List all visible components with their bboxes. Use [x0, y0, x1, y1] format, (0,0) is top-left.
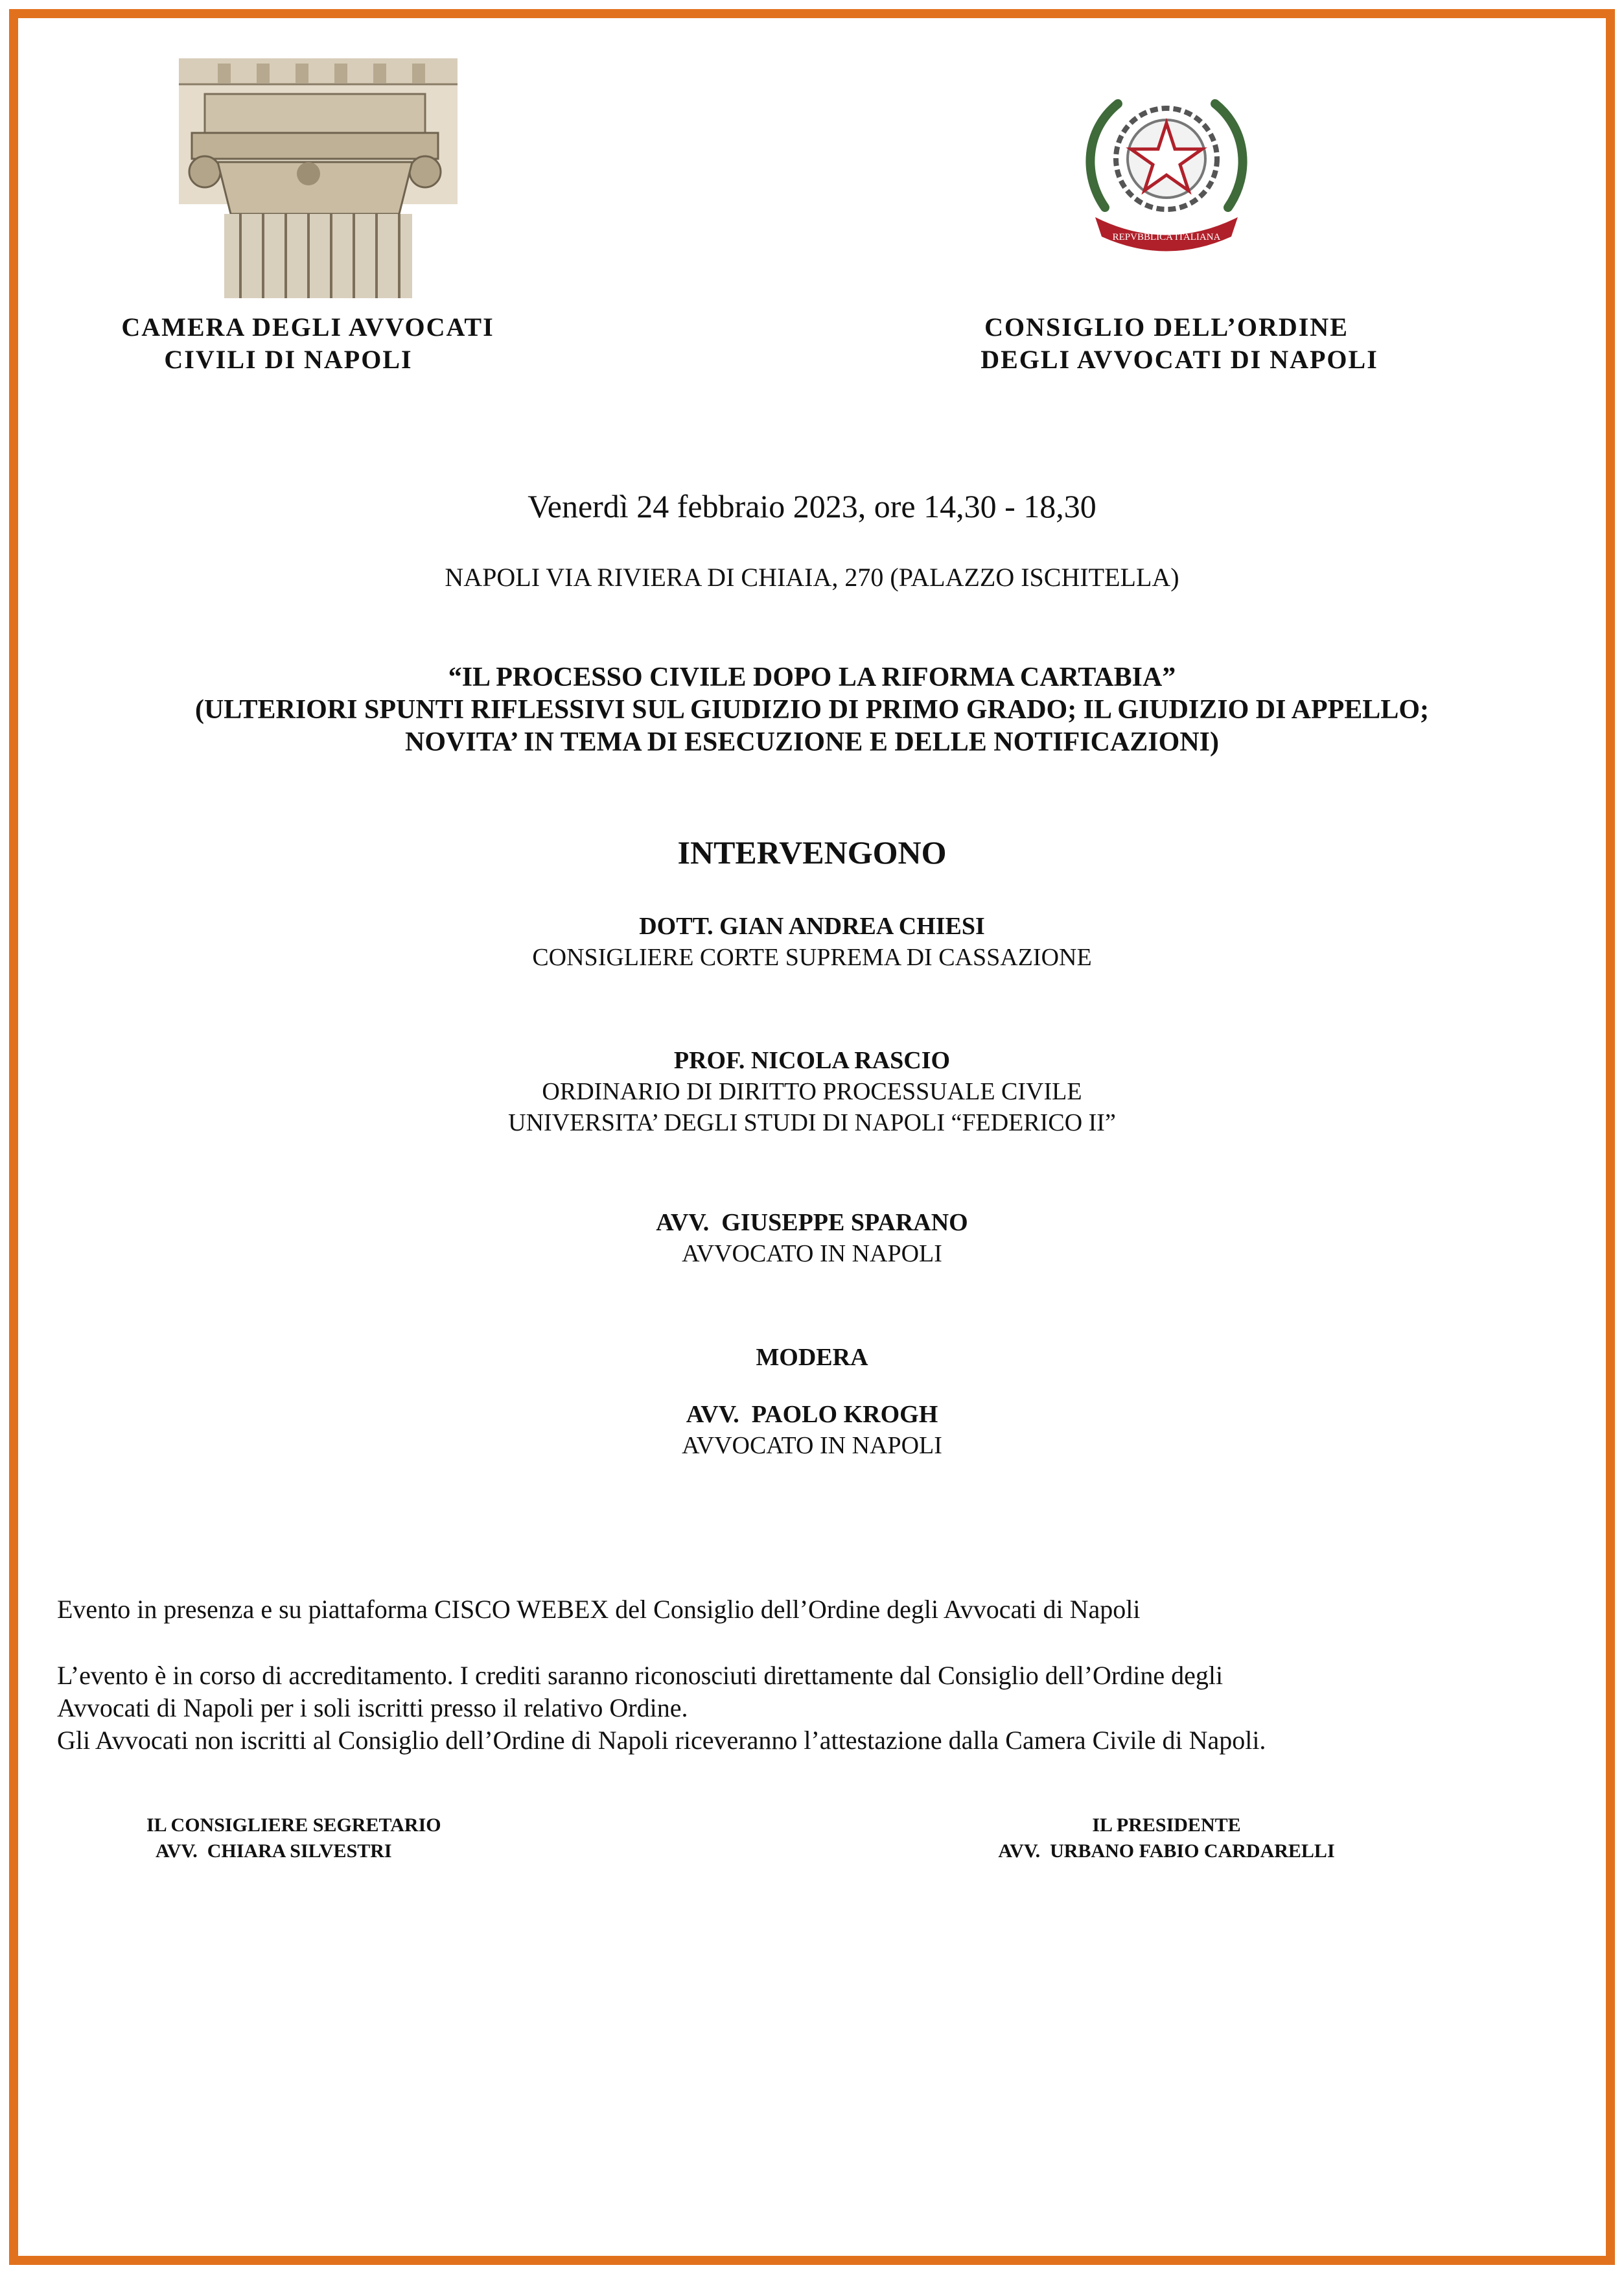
speaker-role: ORDINARIO DI DIRITTO PROCESSUALE CIVILE	[542, 1078, 1082, 1105]
speaker-block-2	[39, 1045, 1585, 1138]
emblem-ribbon-text: REPVBBLICA ITALIANA	[1112, 232, 1221, 242]
event-title-line-3: NOVITA’ IN TEMA DI ESECUZIONE E DELLE NOTIFICAZIONI)	[405, 727, 1219, 757]
left-org-line-1: CAMERA DEGLI AVVOCATI	[121, 312, 494, 342]
speaker-role: CONSIGLIERE CORTE SUPREMA DI CASSAZIONE	[532, 944, 1092, 971]
italian-republic-emblem	[1069, 78, 1264, 259]
event-title	[39, 661, 1585, 758]
accreditation-note	[57, 1659, 1573, 1757]
moderator-block	[39, 1399, 1585, 1461]
left-org-line-2: CIVILI DI NAPOLI	[164, 345, 413, 374]
right-org-line-2: DEGLI AVVOCATI DI NAPOLI	[980, 345, 1378, 374]
signature-right-title: IL PRESIDENTE	[1092, 1814, 1241, 1836]
event-date-time: Venerdì 24 febbraio 2023, ore 14,30 - 18,30	[528, 488, 1096, 524]
speaker-name: PROF. NICOLA RASCIO	[673, 1047, 951, 1074]
left-organization	[58, 311, 557, 376]
speaker-name: DOTT. GIAN ANDREA CHIESI	[639, 913, 985, 940]
moderator-name: AVV. PAOLO KROGH	[686, 1401, 938, 1428]
moderator-heading: MODERA	[756, 1344, 868, 1371]
signature-left-title: IL CONSIGLIERE SEGRETARIO	[146, 1814, 441, 1836]
event-title-line-1: “IL PROCESSO CIVILE DOPO LA RIFORMA CARTABIA”	[448, 662, 1176, 692]
signature-left	[110, 1812, 538, 1864]
event-venue: NAPOLI VIA RIVIERA DI CHIAIA, 270 (PALAZZO ISCHITELLA)	[445, 563, 1179, 592]
signature-left-name: AVV. CHIARA SILVESTRI	[156, 1840, 392, 1862]
speaker-name: AVV. GIUSEPPE SPARANO	[656, 1209, 968, 1236]
signature-right-name: AVV. URBANO FABIO CARDARELLI	[998, 1840, 1335, 1862]
speakers-heading: INTERVENGONO	[677, 834, 947, 871]
event-title-line-2: (ULTERIORI SPUNTI RIFLESSIVI SUL GIUDIZIO DI PRIMO GRADO; IL GIUDIZIO DI APPELLO;	[194, 695, 1429, 725]
speaker-block-1	[39, 911, 1585, 973]
speaker-role: AVVOCATO IN NAPOLI	[682, 1240, 942, 1267]
accreditation-line-3: Gli Avvocati non iscritti al Consiglio dell’Ordine di Napoli riceveranno l’attestazione dalla Camera Civile di Napoli.	[57, 1726, 1266, 1755]
signature-right	[946, 1812, 1387, 1864]
accreditation-line-1: L’evento è in corso di accreditamento. I crediti saranno riconosciuti direttamente dal Consiglio dell’Ordine degli	[57, 1661, 1224, 1690]
speaker-role: UNIVERSITA’ DEGLI STUDI DI NAPOLI “FEDERICO II”	[508, 1109, 1116, 1136]
accreditation-line-2: Avvocati di Napoli per i soli iscritti presso il relativo Ordine.	[57, 1693, 688, 1722]
column-capital-logo	[179, 58, 458, 298]
moderator-role: AVVOCATO IN NAPOLI	[682, 1432, 942, 1459]
speaker-block-3	[39, 1207, 1585, 1269]
right-organization	[888, 311, 1471, 376]
platform-note: Evento in presenza e su piattaforma CISCO WEBEX del Consiglio dell’Ordine degli Avvocati di Napoli	[57, 1595, 1141, 1624]
right-org-line-1: CONSIGLIO DELL’ORDINE	[984, 312, 1349, 342]
